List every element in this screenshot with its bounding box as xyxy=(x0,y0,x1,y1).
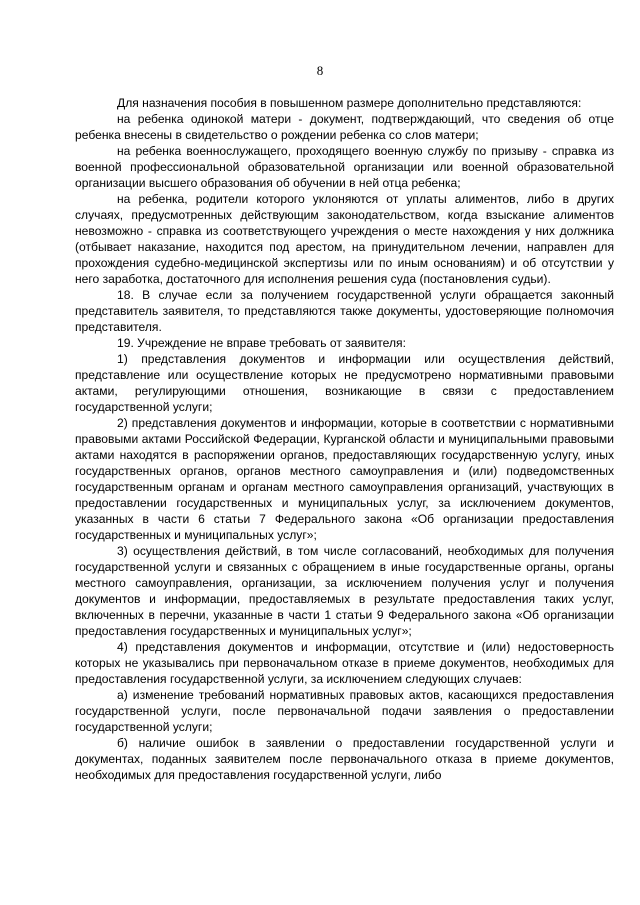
paragraph-19-4-a: а) изменение требований нормативных правовых актов, касающихся предоставления государственной услуги, после первоначальной подачи заявления о предоставлении государственной услуги; xyxy=(75,688,614,734)
page-number: 8 xyxy=(316,63,324,78)
paragraph-19-3: 3) осуществления действий, в том числе согласований, необходимых для получения государственной услуги и связанных с обращением в иные государственные органы, органы местного самоуправления, организации, за исключением получения услуг и получения документов и информации, предоставляемых в результате предоставления таких услуг, включенных в перечни, указанные в части 1 статьи 9 Федерального закона «Об организации предоставления государственных и муниципальных услуг»; xyxy=(75,544,614,638)
paragraph-intro: Для назначения пособия в повышенном размере дополнительно представляются: xyxy=(117,96,582,110)
paragraph-19-4-b: б) наличие ошибок в заявлении о предоставлении государственной услуги и документах, поданных заявителем после первоначального отказа в приеме документов, необходимых для предоставления государственной услуги, либо xyxy=(75,736,614,782)
paragraph-18: 18. В случае если за получением государственной услуги обращается законный представитель заявителя, то представляются также документы, удостоверяющие полномочия представителя. xyxy=(75,288,614,334)
document-body xyxy=(75,95,614,783)
paragraph-serviceman-child: на ребенка военнослужащего, проходящего военную службу по призыву - справка из военной профессиональной образовательной организации или военной образовательной организации высшего образования об обучении в ней отца ребенка; xyxy=(75,144,614,190)
paragraph-19: 19. Учреждение не вправе требовать от заявителя: xyxy=(117,336,406,350)
paragraph-single-mother: на ребенка одинокой матери - документ, подтверждающий, что сведения об отце ребенка внесены в свидетельство о рождении ребенка со слов матери; xyxy=(75,112,614,142)
paragraph-19-2: 2) представления документов и информации, которые в соответствии с нормативными правовыми актами Российской Федерации, Курганской области и муниципальными правовыми актами находятся в распоряжении органов, предоставляющих государственную услугу, иных государственных органов, органов местного самоуправления и (или) подведомственных государственным органам и органам местного самоуправления организаций, участвующих в предоставлении государственных и муниципальных услуг, за исключением документов, указанных в части 6 статьи 7 Федерального закона «Об организации предоставления государственных и муниципальных услуг»; xyxy=(75,416,614,542)
paragraph-19-1: 1) представления документов и информации или осуществления действий, представление или осуществление которых не предусмотрено нормативными правовыми актами, регулирующими отношения, возникающие в связи с предоставлением государственной услуги; xyxy=(75,352,614,414)
paragraph-19-4: 4) представления документов и информации, отсутствие и (или) недостоверность которых не указывались при первоначальном отказе в приеме документов, необходимых для предоставления государственной услуги, за исключением следующих случаев: xyxy=(75,640,614,686)
paragraph-alimony: на ребенка, родители которого уклоняются от уплаты алиментов, либо в других случаях, предусмотренных действующим законодательством, когда взыскание алиментов невозможно - справка из соответствующего учреждения о месте нахождения у них должника (отбывает наказание, находится под арестом, на принудительном лечении, направлен для прохождения судебно-медицинской экспертизы или по иным основаниям) и об отсутствии у него заработка, достаточного для исполнения решения суда (постановления судьи). xyxy=(75,192,614,286)
